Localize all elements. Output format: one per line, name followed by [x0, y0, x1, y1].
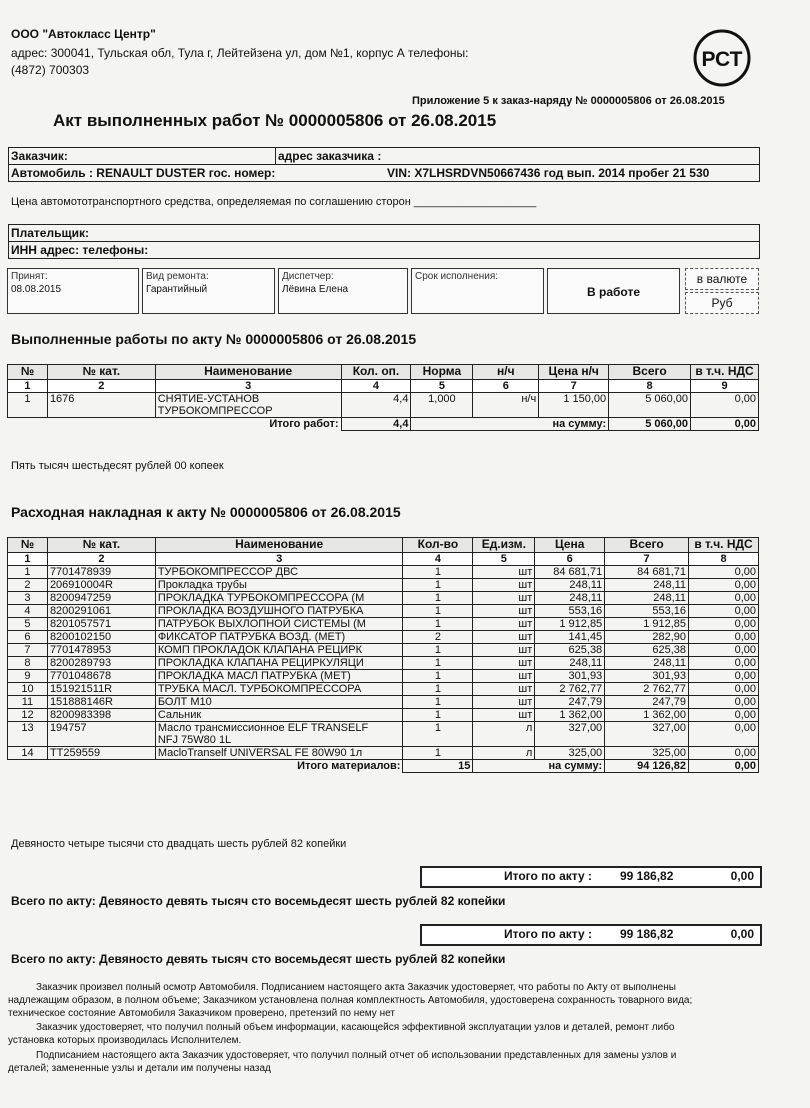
materials-header: Ед.изм. — [473, 538, 535, 553]
item-qty: 1 — [403, 747, 473, 760]
row-number: 8 — [8, 657, 48, 670]
works-total-label: Итого работ: — [8, 418, 342, 431]
item-name: Сальник — [155, 709, 403, 722]
payer-details: ИНН адрес: телефоны: — [9, 242, 760, 259]
col-number: 8 — [609, 380, 691, 393]
work-name-line: ТУРБОКОМПРЕССОР — [157, 405, 273, 417]
item-total: 248,11 — [605, 579, 689, 592]
deadline-label: Срок исполнения: — [415, 271, 499, 282]
item-unit: шт — [473, 579, 535, 592]
item-vat: 0,00 — [689, 579, 759, 592]
item-name: ПРОКЛАДКА МАСЛ ПАТРУБКА (МЕТ) — [155, 670, 403, 683]
works-header: № — [8, 365, 48, 380]
materials-col-number-row — [8, 553, 759, 566]
materials-table — [7, 537, 759, 773]
materials-header: № — [8, 538, 48, 553]
row-number: 14 — [8, 747, 48, 760]
vehicle-info: Автомобиль : RENAULT DUSTER гос. номер: — [11, 166, 276, 180]
catalog-number: 7701478953 — [47, 644, 155, 657]
company-name: ООО "Автокласс Центр" — [11, 27, 156, 41]
col-number: 2 — [47, 380, 155, 393]
item-price: 553,16 — [535, 605, 605, 618]
repair-type-label: Вид ремонта: — [146, 271, 209, 282]
col-number: 2 — [47, 553, 155, 566]
act-total-label: Итого по акту : — [504, 869, 592, 883]
col-number: 4 — [341, 380, 411, 393]
item-unit: шт — [473, 644, 535, 657]
payer-table — [8, 224, 760, 259]
customer-table — [8, 147, 760, 182]
item-unit: шт — [473, 618, 535, 631]
table-row — [8, 605, 759, 618]
table-row — [8, 722, 759, 747]
item-vat: 0,00 — [689, 657, 759, 670]
row-number: 1 — [8, 393, 48, 418]
item-total: 301,93 — [605, 670, 689, 683]
row-number: 4 — [8, 605, 48, 618]
works-header: в т.ч. НДС — [691, 365, 759, 380]
materials-header: Цена — [535, 538, 605, 553]
work-name — [155, 393, 341, 418]
works-header: Всего — [609, 365, 691, 380]
row-number: 7 — [8, 644, 48, 657]
price-note: Цена автомототранспортного средства, определяемая по соглашению сторон ____________________ — [11, 196, 537, 208]
terms-line: Заказчик произвел полный осмотр Автомобиля. Подписанием настоящего акта Заказчик удостоверяет, что работы по Акту от выполнены — [36, 982, 676, 993]
item-name: ПАТРУБОК ВЫХЛОПНОЙ СИСТЕМЫ (М — [155, 618, 403, 631]
act-total-box-2 — [420, 924, 762, 946]
row-number: 12 — [8, 709, 48, 722]
item-unit: шт — [473, 670, 535, 683]
item-total: 325,00 — [605, 747, 689, 760]
terms-line: Подписанием настоящего акта Заказчик удостоверяет, что получил полный отчет об использовании представленных для замены узлов и — [36, 1050, 677, 1061]
item-qty: 2 — [403, 631, 473, 644]
catalog-number: 151921511R — [47, 683, 155, 696]
item-price: 248,11 — [535, 592, 605, 605]
item-qty: 1 — [403, 670, 473, 683]
table-row — [8, 644, 759, 657]
table-row — [8, 683, 759, 696]
item-unit: шт — [473, 566, 535, 579]
item-vat: 0,00 — [689, 709, 759, 722]
item-name: КОМП ПРОКЛАДОК КЛАПАНА РЕЦИРК — [155, 644, 403, 657]
works-header: н/ч — [473, 365, 539, 380]
catalog-number: 206910004R — [47, 579, 155, 592]
item-price: 248,11 — [535, 657, 605, 670]
works-total-vat: 0,00 — [691, 418, 759, 431]
works-header: Норма — [411, 365, 473, 380]
table-row — [8, 631, 759, 644]
materials-total-sum: 94 126,82 — [605, 760, 689, 773]
works-sum-label: на сумму: — [411, 418, 609, 431]
row-number: 1 — [8, 566, 48, 579]
item-price: 141,45 — [535, 631, 605, 644]
item-unit: шт — [473, 631, 535, 644]
item-total: 2 762,77 — [605, 683, 689, 696]
repair-type-box — [142, 268, 275, 314]
col-number: 6 — [473, 380, 539, 393]
state-box — [547, 268, 680, 314]
item-price: 1 912,85 — [535, 618, 605, 631]
unit: н/ч — [473, 393, 539, 418]
terms-line: установка которых производилась Исполнителем. — [8, 1035, 242, 1046]
materials-total-vat: 0,00 — [689, 760, 759, 773]
dispatcher-value: Лёвина Елена — [282, 284, 349, 295]
vin-info: VIN: X7LHSRDVN50667436 год вып. 2014 пробег 21 530 — [387, 166, 710, 180]
appendix-note: Приложение 5 к заказ-наряду № 0000005806 от 26.08.2015 — [412, 95, 725, 107]
item-qty: 1 — [403, 696, 473, 709]
company-phone: (4872) 700303 — [11, 63, 90, 77]
dispatcher-label: Диспетчер: — [282, 271, 334, 282]
works-total-qty: 4,4 — [341, 418, 411, 431]
item-total: 248,11 — [605, 657, 689, 670]
materials-header-row — [8, 538, 759, 553]
row-total: 5 060,00 — [609, 393, 691, 418]
terms-line: деталей; замененные узлы и детали им получены назад — [8, 1063, 271, 1074]
materials-header: № кат. — [47, 538, 155, 553]
item-name: ПРОКЛАДКА ТУРБОКОМПРЕССОРА (М — [155, 592, 403, 605]
materials-header: в т.ч. НДС — [689, 538, 759, 553]
works-total-row — [8, 418, 759, 431]
act-total-vat: 0,00 — [730, 927, 754, 941]
terms-line: Заказчик удостоверяет, что получил полный объем информации, касающейся эффективной эксплуатации узлов и деталей, ремонт либо — [36, 1022, 675, 1033]
col-number: 4 — [403, 553, 473, 566]
item-name: Прокладка трубы — [155, 579, 403, 592]
materials-total-label: Итого материалов: — [8, 760, 403, 773]
works-title: Выполненные работы по акту № 0000005806 от 26.08.2015 — [11, 331, 417, 347]
item-price: 301,93 — [535, 670, 605, 683]
hour-price: 1 150,00 — [539, 393, 609, 418]
item-qty: 1 — [403, 709, 473, 722]
materials-header: Наименование — [155, 538, 403, 553]
catalog-number: 8200289793 — [47, 657, 155, 670]
table-row — [8, 709, 759, 722]
norm: 1,000 — [411, 393, 473, 418]
item-name: ТУРБОКОМПРЕССОР ДВС — [155, 566, 403, 579]
state-value: В работе — [587, 285, 640, 299]
row-vat: 0,00 — [691, 393, 759, 418]
item-vat: 0,00 — [689, 670, 759, 683]
col-number: 9 — [691, 380, 759, 393]
item-unit: шт — [473, 696, 535, 709]
row-number: 2 — [8, 579, 48, 592]
row-number: 11 — [8, 696, 48, 709]
item-qty: 1 — [403, 592, 473, 605]
works-in-words: Пять тысяч шестьдесят рублей 00 копеек — [11, 460, 224, 472]
materials-header: Всего — [605, 538, 689, 553]
row-number: 3 — [8, 592, 48, 605]
table-row — [8, 579, 759, 592]
catalog-number: TT259559 — [47, 747, 155, 760]
works-header: Кол. оп. — [341, 365, 411, 380]
item-qty: 1 — [403, 605, 473, 618]
materials-header: Кол-во — [403, 538, 473, 553]
item-total: 84 681,71 — [605, 566, 689, 579]
table-row — [8, 696, 759, 709]
act-total-words-1: Всего по акту: Девяносто девять тысяч сто восемьдесят шесть рублей 82 копейки — [11, 894, 506, 908]
item-vat: 0,00 — [689, 696, 759, 709]
item-price: 325,00 — [535, 747, 605, 760]
item-unit: шт — [473, 592, 535, 605]
item-vat: 0,00 — [689, 631, 759, 644]
act-total-words-2: Всего по акту: Девяносто девять тысяч сто восемьдесят шесть рублей 82 копейки — [11, 952, 506, 966]
table-row — [8, 393, 759, 418]
works-total-sum: 5 060,00 — [609, 418, 691, 431]
materials-title: Расходная накладная к акту № 0000005806 от 26.08.2015 — [11, 504, 401, 520]
works-header: Цена н/ч — [539, 365, 609, 380]
item-qty: 1 — [403, 657, 473, 670]
table-row — [8, 747, 759, 760]
item-total: 1 362,00 — [605, 709, 689, 722]
item-price: 625,38 — [535, 644, 605, 657]
item-price: 247,79 — [535, 696, 605, 709]
works-header: № кат. — [47, 365, 155, 380]
materials-sum-label: на сумму: — [473, 760, 605, 773]
table-row — [8, 592, 759, 605]
terms-line: надлежащим образом, в полном объеме; Заказчиком установлена полная комплектность Автомобиля, удостоверена сохранность товарного вида; — [8, 995, 693, 1006]
works-col-number-row — [8, 380, 759, 393]
dispatcher-box — [278, 268, 408, 314]
col-number: 3 — [155, 553, 403, 566]
currency-value: Руб — [711, 296, 733, 310]
terms-line: техническое состояние Автомобиля Заказчиком проверено, претензий по нему нет — [8, 1008, 395, 1019]
materials-total-qty: 15 — [403, 760, 473, 773]
accepted-label: Принят: — [11, 271, 48, 282]
row-number: 13 — [8, 722, 48, 747]
item-unit: шт — [473, 709, 535, 722]
col-number: 1 — [8, 380, 48, 393]
item-total: 553,16 — [605, 605, 689, 618]
item-vat: 0,00 — [689, 722, 759, 747]
col-number: 7 — [605, 553, 689, 566]
col-number: 1 — [8, 553, 48, 566]
item-total: 327,00 — [605, 722, 689, 747]
catalog-number: 8200102150 — [47, 631, 155, 644]
item-name: ФИКСАТОР ПАТРУБКА ВОЗД. (МЕТ) — [155, 631, 403, 644]
currency-label-box — [685, 268, 759, 290]
row-number: 6 — [8, 631, 48, 644]
accepted-value: 08.08.2015 — [11, 284, 62, 295]
item-name: МасloTranself UNIVERSAL FE 80W90 1л — [155, 747, 403, 760]
document-title: Акт выполненных работ № 0000005806 от 26.08.2015 — [53, 111, 497, 130]
col-number: 8 — [689, 553, 759, 566]
item-qty: 1 — [403, 644, 473, 657]
item-unit: л — [473, 722, 535, 747]
item-qty: 1 — [403, 579, 473, 592]
item-vat: 0,00 — [689, 592, 759, 605]
catalog-number: 151888146R — [47, 696, 155, 709]
catalog-number: 8200291061 — [47, 605, 155, 618]
item-qty: 1 — [403, 722, 473, 747]
item-vat: 0,00 — [689, 747, 759, 760]
item-name-line: NFJ 75W80 1L — [157, 734, 232, 746]
currency-value-box — [685, 292, 759, 314]
catalog-number: 194757 — [47, 722, 155, 747]
item-qty: 1 — [403, 566, 473, 579]
item-unit: шт — [473, 657, 535, 670]
item-total: 282,90 — [605, 631, 689, 644]
catalog-number: 7701048678 — [47, 670, 155, 683]
row-number: 10 — [8, 683, 48, 696]
currency-label: в валюте — [696, 272, 748, 286]
item-unit: шт — [473, 605, 535, 618]
table-row — [8, 657, 759, 670]
company-address: адрес: 300041, Тульская обл, Тула г, Лейтейзена ул, дом №1, корпус А телефоны: — [11, 46, 469, 60]
col-number: 5 — [411, 380, 473, 393]
catalog-number: 8201057571 — [47, 618, 155, 631]
customer-label: Заказчик: — [9, 148, 276, 165]
operation-qty: 4,4 — [341, 393, 411, 418]
item-name — [155, 722, 403, 747]
item-name: ПРОКЛАДКА КЛАПАНА РЕЦИРКУЛЯЦИ — [155, 657, 403, 670]
item-vat: 0,00 — [689, 644, 759, 657]
item-name: БОЛТ М10 — [155, 696, 403, 709]
table-row — [8, 670, 759, 683]
materials-in-words: Девяносто четыре тысячи сто двадцать шесть рублей 82 копейки — [11, 838, 347, 850]
col-number: 5 — [473, 553, 535, 566]
item-price: 2 762,77 — [535, 683, 605, 696]
item-vat: 0,00 — [689, 618, 759, 631]
item-unit: шт — [473, 683, 535, 696]
col-number: 7 — [539, 380, 609, 393]
item-total: 248,11 — [605, 592, 689, 605]
item-price: 327,00 — [535, 722, 605, 747]
item-total: 1 912,85 — [605, 618, 689, 631]
customer-address-label: адрес заказчика : — [276, 148, 760, 165]
item-price: 248,11 — [535, 579, 605, 592]
row-number: 5 — [8, 618, 48, 631]
catalog-number: 1676 — [47, 393, 155, 418]
table-row — [8, 566, 759, 579]
row-number: 9 — [8, 670, 48, 683]
catalog-number: 7701478939 — [47, 566, 155, 579]
item-vat: 0,00 — [689, 605, 759, 618]
works-header-row — [8, 365, 759, 380]
item-vat: 0,00 — [689, 683, 759, 696]
item-qty: 1 — [403, 618, 473, 631]
catalog-number: 8200983398 — [47, 709, 155, 722]
act-total-vat: 0,00 — [730, 869, 754, 883]
rst-logo — [690, 27, 754, 89]
act-total-sum: 99 186,82 — [620, 927, 674, 941]
item-total: 247,79 — [605, 696, 689, 709]
item-name: ПРОКЛАДКА ВОЗДУШНОГО ПАТРУБКА — [155, 605, 403, 618]
act-total-label: Итого по акту : — [504, 927, 592, 941]
deadline-box — [411, 268, 544, 314]
item-qty: 1 — [403, 683, 473, 696]
repair-type-value: Гарантийный — [146, 284, 208, 295]
work-name-line: СНЯТИЕ-УСТАНОВ — [157, 393, 260, 405]
item-vat: 0,00 — [689, 566, 759, 579]
item-unit: л — [473, 747, 535, 760]
item-price: 1 362,00 — [535, 709, 605, 722]
item-price: 84 681,71 — [535, 566, 605, 579]
works-header: Наименование — [155, 365, 341, 380]
col-number: 3 — [155, 380, 341, 393]
act-total-sum: 99 186,82 — [620, 869, 674, 883]
item-total: 625,38 — [605, 644, 689, 657]
logo-text: РСТ — [701, 48, 743, 71]
payer-label: Плательщик: — [9, 225, 760, 242]
accepted-box — [7, 268, 139, 314]
works-table — [7, 364, 759, 431]
item-name-line: Масло трансмиссионное ELF TRANSELF — [157, 722, 369, 734]
col-number: 6 — [535, 553, 605, 566]
item-name: ТРУБКА МАСЛ. ТУРБОКОМПРЕССОРА — [155, 683, 403, 696]
act-total-box-1 — [420, 866, 762, 888]
table-row — [8, 618, 759, 631]
materials-total-row — [8, 760, 759, 773]
catalog-number: 8200947259 — [47, 592, 155, 605]
